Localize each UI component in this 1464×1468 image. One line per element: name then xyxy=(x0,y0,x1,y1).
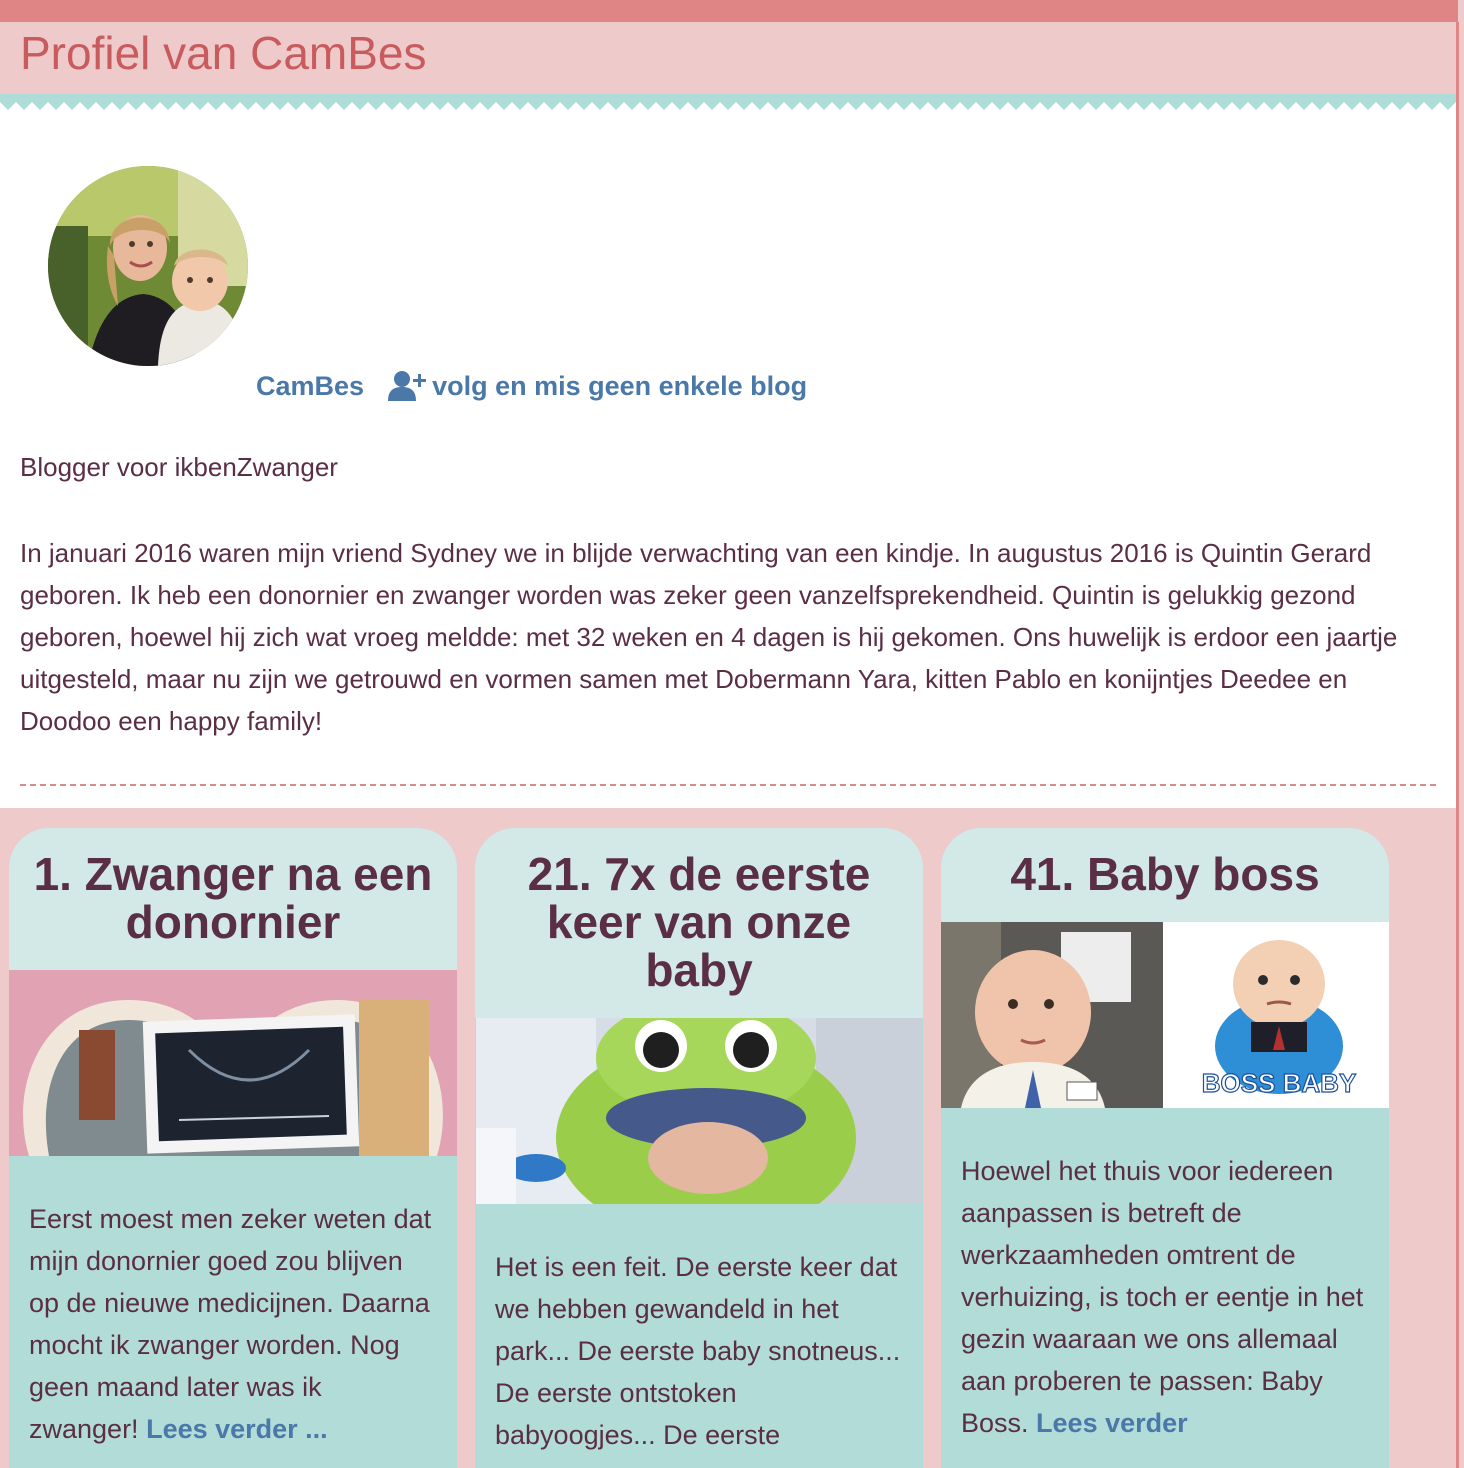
card-title[interactable]: 1. Zwanger na een donornier xyxy=(9,828,457,970)
profile-bio: In januari 2016 waren mijn vriend Sydney we in blijde verwachting van een kindje. In augustus 2016 is Quintin Gerard geboren. Ik heb een donornier en zwanger worden was zeker geen vanzelfsprekendheid. Quintin is gelukkig gezond geboren, hoewel hij zich wat vroeg meldde: met 32 weken en 4 dagen is hij gekomen. Ons huwelijk is erdoor een jaartje uitgesteld, maar nu zijn we getrouwd en vormen samen met Dobermann Yara, kitten Pablo en konijntjes Deedee en Doodoo een happy family! xyxy=(20,538,1398,736)
page-title: Profiel van CamBes xyxy=(20,27,427,79)
blog-card[interactable] xyxy=(9,828,457,1468)
blog-card[interactable] xyxy=(475,828,923,1468)
profile-role: Blogger voor ikbenZwanger xyxy=(20,452,338,482)
page-border xyxy=(1456,22,1459,1468)
card-excerpt-text: Hoewel het thuis voor iedereen aanpassen is betreft de werkzaamheden omtrent de verhuizing, is toch er eentje in het gezin waaraan we ons allemaal aan proberen te passen: Baby Boss. xyxy=(961,1156,1364,1438)
blog-card[interactable] xyxy=(941,828,1389,1468)
follow-button[interactable] xyxy=(388,370,807,402)
card-image[interactable] xyxy=(475,1018,923,1204)
top-bar xyxy=(0,0,1458,22)
page-header xyxy=(0,22,1456,94)
profile-name-row xyxy=(256,366,807,406)
card-title[interactable]: 41. Baby boss xyxy=(941,828,1389,922)
boss-baby-logo: BOSS BABY xyxy=(1201,1068,1357,1098)
profile-name-link[interactable]: CamBes xyxy=(256,370,365,401)
card-excerpt xyxy=(941,1108,1389,1444)
follow-label: volg en mis geen enkele blog xyxy=(432,370,808,401)
card-image[interactable] xyxy=(9,970,457,1156)
dashed-divider xyxy=(20,784,1436,786)
profile-section xyxy=(0,116,1456,808)
card-excerpt-text: Eerst moest men zeker weten dat mijn donornier goed zou blijven op de nieuwe medicijnen. Daarna mocht ik zwanger worden. Nog geen maand later was ik zwanger! xyxy=(29,1204,432,1444)
card-excerpt-text: Het is een feit. De eerste keer dat we hebben gewandeld in het park... De eerste baby snotneus... De eerste ontstoken babyoogjes... De eerste xyxy=(495,1252,901,1450)
read-more-link[interactable]: Lees verder xyxy=(1036,1408,1188,1438)
user-plus-icon xyxy=(388,370,426,402)
card-title[interactable]: 21. 7x de eerste keer van onze baby xyxy=(475,828,923,1018)
card-excerpt xyxy=(475,1204,923,1456)
card-image[interactable] xyxy=(941,922,1389,1108)
avatar xyxy=(48,166,248,366)
zigzag-divider xyxy=(0,94,1456,116)
read-more-link[interactable]: Lees verder ... xyxy=(146,1414,328,1444)
card-excerpt xyxy=(9,1156,457,1450)
